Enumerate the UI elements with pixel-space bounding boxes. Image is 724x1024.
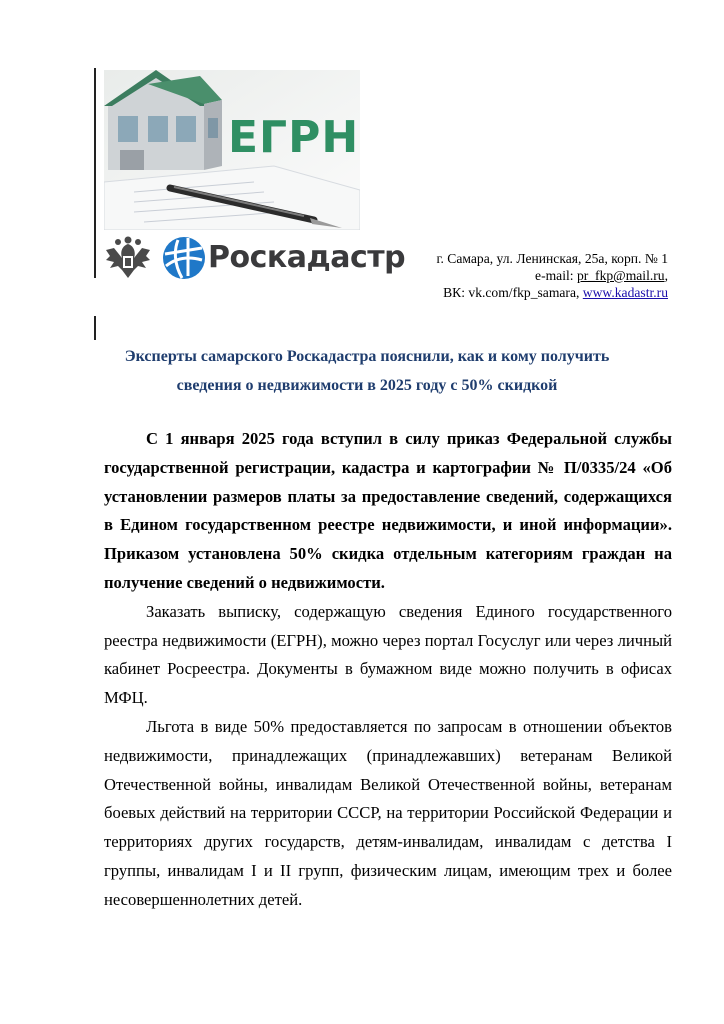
paragraph-2: Заказать выписку, содержащую сведения Единого государственного реестра недвижимости (ЕГРН), можно через портал Госуслуг или через личный кабинет Росреестра. Документы в бумажном виде можно получить в офисах МФЦ. <box>104 601 672 708</box>
article-body <box>104 425 672 915</box>
title-line-1: Эксперты самарского Роскадастра пояснили, как и кому получить <box>124 348 610 365</box>
header-rule-bottom <box>94 316 96 340</box>
website-link[interactable]: www.kadastr.ru <box>582 285 668 300</box>
title-line-2: сведения о недвижимости в 2025 году с 50% скидкой <box>176 377 558 394</box>
contact-address: г. Самара, ул. Ленинская, 25а, корп. № 1 <box>436 251 668 266</box>
russian-eagle-emblem-icon <box>104 236 152 280</box>
paragraph-1: С 1 января 2025 года вступил в силу приказ Федеральной службы государственной регистрации, кадастра и картографии № П/0335/24 «Об установлении размеров платы за предоставление сведений, содержащихся в Едином государственном реестре недвижимости, и иной информации». Приказом установлена 50% скидка отдельным категориям граждан на получение сведений о недвижимости. <box>104 429 672 592</box>
page-title <box>90 342 644 400</box>
roskadastr-globe-icon <box>162 236 206 280</box>
brand-name: Роскадастр <box>208 240 406 275</box>
contact-vk-line <box>436 284 668 301</box>
email-link[interactable]: pr_fkp@mail.ru <box>576 268 665 283</box>
brand-logo-row <box>104 236 404 280</box>
hero-label: ЕГРН <box>228 112 360 163</box>
header-rule-top <box>94 68 96 278</box>
paragraph-3: Льгота в виде 50% предоставляется по запросам в отношении объектов недвижимости, принадлежащих (принадлежавших) ветеранам Великой Отечественной войны, инвалидам Великой Отечественной войны, ветеранам боевых действий на территории СССР, на территории Российской Федерации и территориях других государств, детям-инвалидам, инвалидам с детства I группы, инвалидам I и II групп, физическим лицам, имеющим трех и более несовершеннолетних детей. <box>104 716 672 909</box>
contact-email-line <box>436 267 668 284</box>
email-prefix: e-mail: <box>535 268 577 283</box>
contact-block <box>436 250 668 301</box>
email-suffix: , <box>664 268 668 283</box>
vk-text: ВК: vk.com/fkp_samara, <box>443 285 583 300</box>
